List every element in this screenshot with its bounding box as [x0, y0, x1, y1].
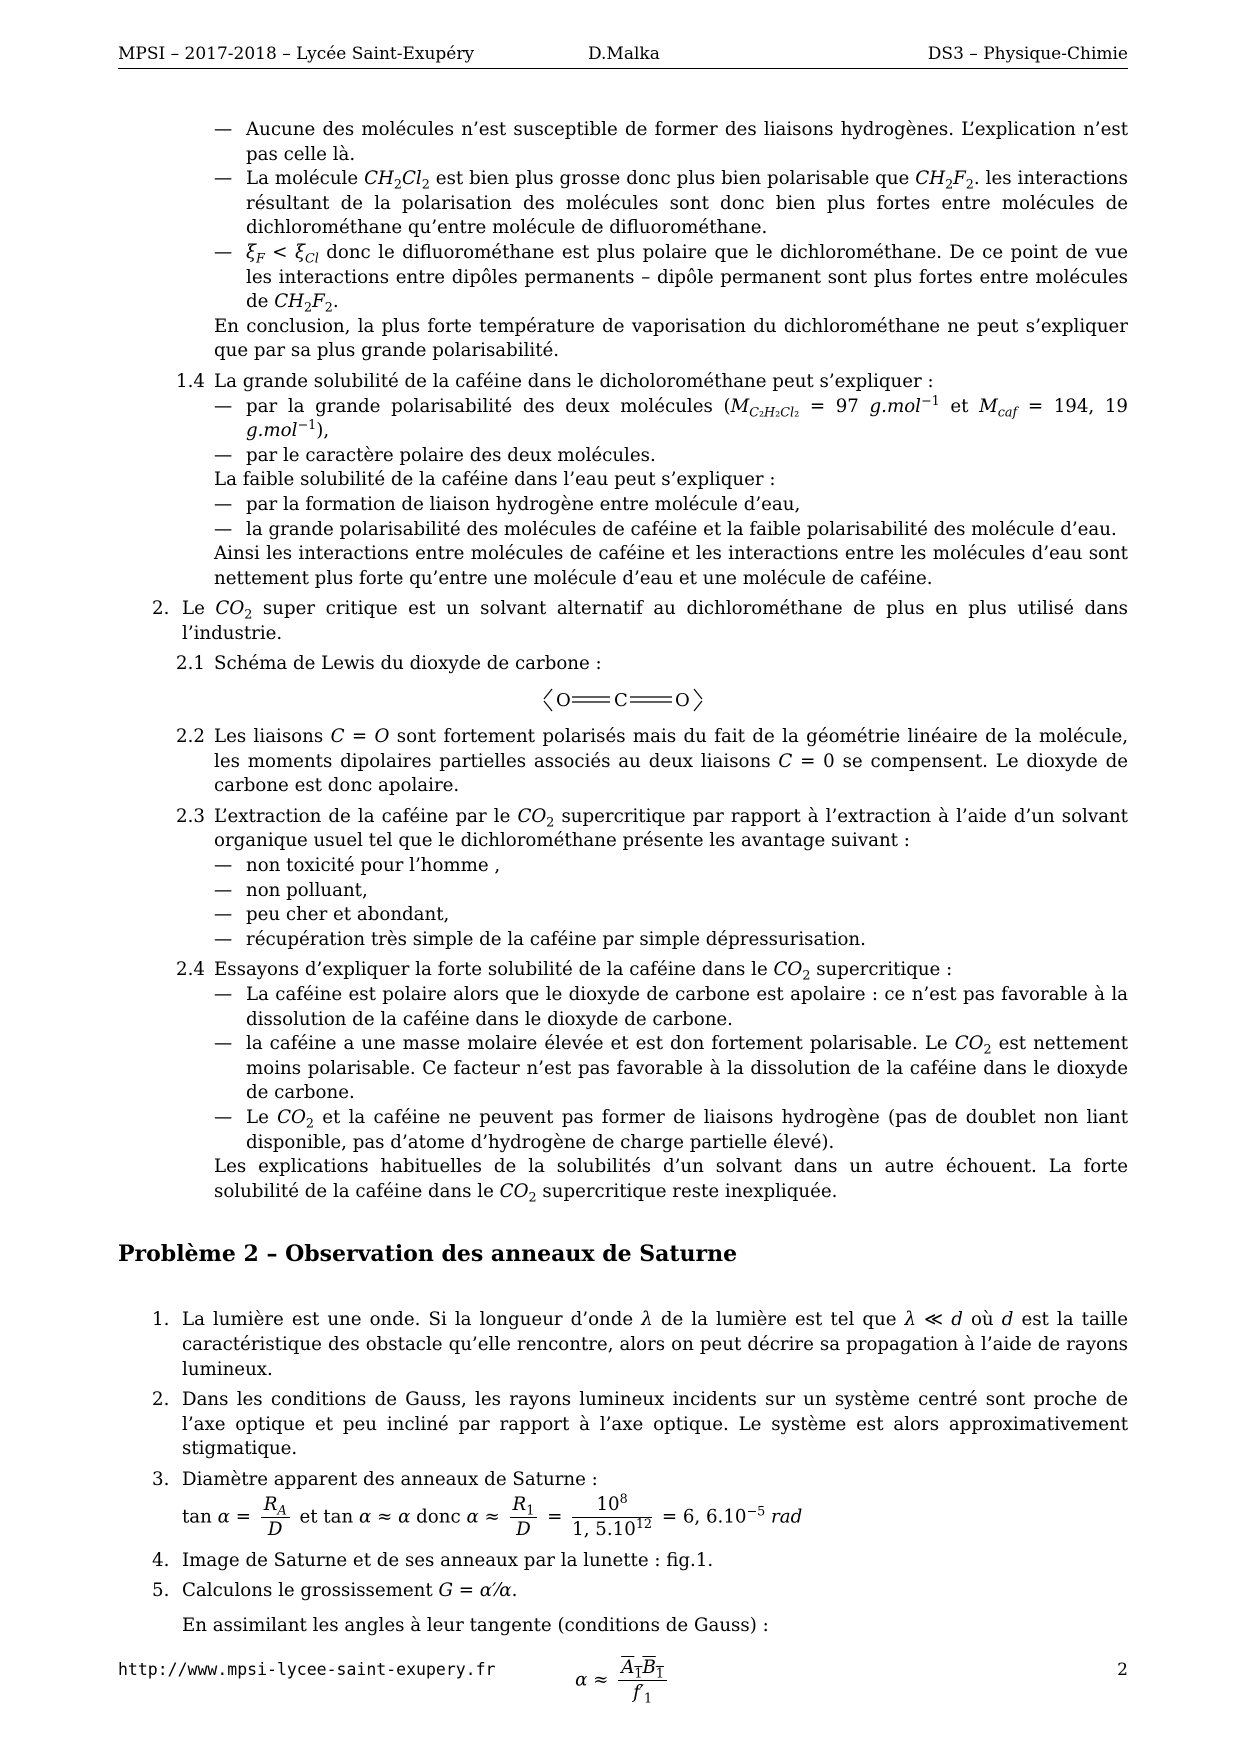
list-item: — Le $CO_2$ et la caféine ne peuvent pas former de liaisons hydrogène (pas de doublet non liant disponible, pas d’atome d’hydrogène de charge partielle élevé).: [214, 1106, 1128, 1155]
page-footer: [118, 1660, 1128, 1680]
section-2-1: 2.1 Schéma de Lewis du dioxyde de carbone :: [176, 653, 602, 675]
list-item: — La molécule $CH_2Cl_2$ est bien plus grosse donc plus bien polarisable que $CH_2F_2$. les interactions résultant de la polarisation des molécules sont donc bien plus fortes entre molécules de dichlorométhane qu’entre molécule de difluorométhane.: [214, 167, 1128, 241]
question-2: 2. Dans les conditions de Gauss, les rayons lumineux incidents sur un système centré sont proche de l’axe optique et peu incliné par rapport à l’axe optique. Le système est alors approximativement stigmatique.: [152, 1389, 1128, 1460]
list-item: — par la formation de liaison hydrogène entre molécule d’eau,: [214, 493, 1128, 518]
list-item: — la caféine a une masse molaire élevée et est don fortement polarisable. Le $CO_2$ est nettement moins polarisable. Ce facteur n’est pas favorable à la dissolution de la caféine dans le dioxyde de carbone.: [214, 1032, 1128, 1106]
equation-alpha: α ≈ $\frac{A_1B_1}{f'_1}$: [118, 1656, 1128, 1705]
question-5: 5. Calculons le grossissement G = α′⁄α.: [152, 1580, 518, 1602]
header-center: D.Malka: [588, 44, 660, 64]
paragraph: La faible solubilité de la caféine dans l’eau peut s’expliquer :: [214, 469, 776, 491]
list-item: — non polluant,: [214, 879, 1128, 904]
paragraph: En assimilant les angles à leur tangente (conditions de Gauss) :: [182, 1614, 769, 1636]
list-item: — $\xi_F < \xi_{Cl}$ donc le difluorométhane est plus polaire que le dichlorométhane. De ce point de vue les interactions entre dipôles permanents – dipôle permanent sont plus fortes entre molécules de $CH_2F_2$.: [214, 241, 1128, 315]
list-item: — par le caractère polaire des deux molécules.: [214, 444, 1128, 469]
document-body: [118, 118, 1128, 1705]
question-1: 1. La lumière est une onde. Si la longueur d’onde λ de la lumière est tel que λ ≪ d où d est la taille caractéristique des obstacle qu’elle rencontre, alors on peut décrire sa propagation à l’aide de rayons lumineux.: [152, 1309, 1129, 1380]
section-2-4: 2.4 Essayons d’expliquer la forte solubilité de la caféine dans le $CO_2$ supercritique :: [176, 959, 953, 985]
question-4: 4. Image de Saturne et de ses anneaux par la lunette : fig.1.: [152, 1549, 714, 1571]
svg-text:C: C: [614, 690, 628, 712]
header-right: DS3 – Physique-Chimie: [927, 44, 1128, 64]
list-item: — Aucune des molécules n’est susceptible de former des liaisons hydrogènes. L’explication n’est pas celle là.: [214, 118, 1128, 167]
list-item: — La caféine est polaire alors que le dioxyde de carbone est apolaire : ce n’est pas favorable à la dissolution de la caféine dans le dioxyde de carbone.: [214, 983, 1128, 1032]
lewis-structure-co2: [118, 683, 1128, 717]
section-2-3: 2.3 L’extraction de la caféine par le $CO_2$ supercritique par rapport à l’extraction à l’aide d’un solvant organique usuel tel que le dichlorométhane présente les avantage suivant :: [176, 805, 1128, 852]
list-item: — par la grande polarisabilité des deux molécules ($M_{C_2H_2Cl_2} = 97$ g.mol$^{-1}$ et $M_{caf} = 194$, 19 g.mol$^{-1}$),: [214, 395, 1128, 444]
question-2: 2. Le $CO_2$ super critique est un solvant alternatif au dichlorométhane de plus en plus utilisé dans l’industrie.: [152, 598, 1128, 644]
list-item: — la grande polarisabilité des molécules de caféine et la faible polarisabilité des molécule d’eau.: [214, 518, 1128, 543]
footer-url[interactable]: http://www.mpsi-lycee-saint-exupery.fr: [118, 1660, 496, 1679]
svg-text:O: O: [675, 690, 690, 712]
lewis-diagram: [538, 683, 708, 717]
page-number: 2: [1117, 1660, 1128, 1680]
paragraph: Les explications habituelles de la solubilités d’un solvant dans un autre échouent. La forte solubilité de la caféine dans le $CO_2$ supercritique reste inexpliquée.: [214, 1156, 1128, 1206]
list-item: — peu cher et abondant,: [214, 903, 1128, 928]
section-1-4: 1.4 La grande solubilité de la caféine dans le dicholorométhane peut s’expliquer :: [176, 370, 934, 392]
list-item: — non toxicité pour l’homme ,: [214, 854, 1128, 879]
problem-2-title: Problème 2 – Observation des anneaux de Saturne: [118, 1241, 738, 1268]
list-item: — récupération très simple de la caféine par simple dépressurisation.: [214, 928, 1128, 953]
paragraph: En conclusion, la plus forte température de vaporisation du dichlorométhane ne peut s’expliquer que par sa plus grande polarisabilité.: [214, 315, 1128, 362]
question-3: 3. Diamètre apparent des anneaux de Saturne :: [152, 1468, 598, 1490]
section-2-2: 2.2 Les liaisons C = O sont fortement polarisés mais du fait de la géométrie linéaire de la molécule, les moments dipolaires partielles associés au deux liaisons C = 0 se compensent. Le dioxyde de carbone est donc apolaire.: [176, 726, 1128, 797]
equation-apparent-diameter: tan α = $\frac{R_A}{D}$ et tan α ≈ α donc α ≈ $\frac{R_1}{D}$ = $\frac{10^8}{1, 5.10^{12}}$ = 6, $6.10^{-5}$ rad: [182, 1491, 803, 1540]
header-left: MPSI – 2017-2018 – Lycée Saint-Exupéry: [118, 44, 475, 64]
svg-text:O: O: [556, 690, 571, 712]
paragraph: Ainsi les interactions entre molécules de caféine et les interactions entre les molécules d’eau sont nettement plus forte qu’entre une molécule d’eau et une molécule de caféine.: [214, 543, 1128, 589]
page-header: [118, 40, 1128, 69]
